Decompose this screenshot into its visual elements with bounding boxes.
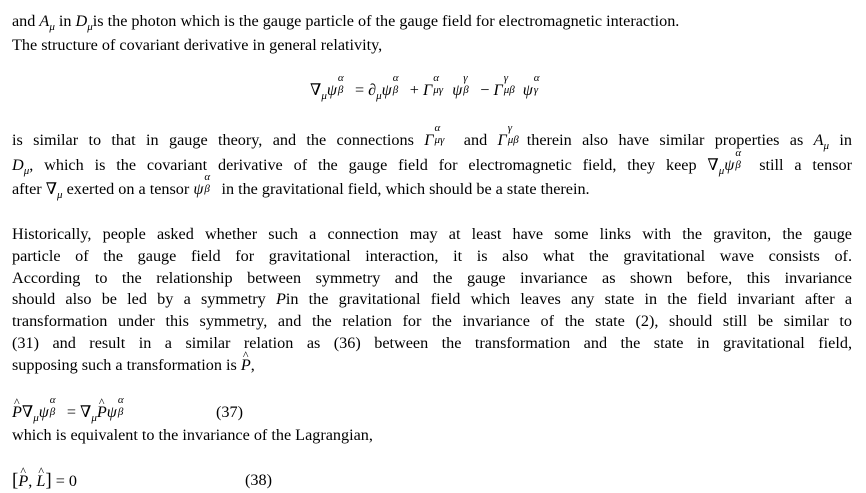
- math-psi: ψ α β: [193, 171, 211, 198]
- math-D-mu-2: $D_\mu$: [12, 156, 30, 177]
- equation-number-37: (37): [216, 403, 243, 421]
- text-line-3: [12, 122, 853, 152]
- text-fragment: ,: [250, 356, 255, 374]
- text-line-1: [12, 11, 679, 32]
- text-fragment: in the gravitational field which leaves any state in the field invariant after a: [285, 290, 852, 308]
- equals-sign: =: [62, 403, 81, 421]
- math-P: P: [275, 290, 286, 308]
- text-line-5: [12, 171, 590, 201]
- math-A-mu-2: $A_\mu$: [813, 131, 830, 152]
- equation-number-38: (38): [245, 471, 272, 489]
- equation-38: [^ P, ^ L] = 0: [12, 470, 77, 492]
- text-fragment: still a tensor: [748, 156, 852, 174]
- text-fragment: in: [829, 131, 853, 149]
- text-line-after-37: which is equivalent to the invariance of the Lagrangian,: [12, 426, 373, 444]
- text-line-p2-5: transformation under this symmetry, and the relation for the invariance of the state (2), should still be similar to: [12, 312, 852, 330]
- text-line-p2-4: [12, 289, 852, 310]
- math-nabla-mu: $\nabla_\mu$: [45, 180, 63, 201]
- equation-37: ^ $P\nabla_\mu\psi$ α β = $\nabla_\mu\^{}$ Pψ α β: [12, 402, 131, 423]
- text-fragment: should also be led by a symmetry: [12, 290, 276, 308]
- math-gamma-2: Γ γ μβ: [497, 122, 519, 149]
- math-gamma-1: Γ α μγ: [424, 122, 445, 149]
- text-line-4: [12, 147, 852, 177]
- text-fragment: in the gravitational field, which should be a state therein.: [217, 180, 590, 198]
- text-line-p2-2: particle of the gauge field for gravitational interaction, it is also what the gravitational wave consists of.: [12, 247, 852, 265]
- math-P-hat: ^ P: [241, 355, 251, 376]
- text-fragment: and: [12, 12, 40, 30]
- text-line-p2-3: According to the relationship between symmetry and the gauge invariance as shown before, this invariance: [12, 269, 852, 287]
- text-fragment: is similar to that in gauge theory, and the connections: [12, 131, 425, 149]
- math-D-mu: $D_\mu$: [75, 12, 93, 33]
- equation-38-rhs: = 0: [55, 472, 77, 490]
- math-nabla-psi: $\nabla_\mu\psi$ α β: [707, 147, 742, 177]
- text-fragment: , which is the covariant derivative of the gauge field for electromagnetic field, they keep: [29, 156, 708, 174]
- text-fragment: exerted on a tensor: [62, 180, 194, 198]
- text-fragment: is the photon which is the gauge particle of the gauge field for electromagnetic interaction.: [92, 12, 680, 30]
- text-fragment: supposing such a transformation is: [12, 356, 241, 374]
- text-fragment: in: [54, 12, 76, 30]
- text-line-p2-6: (31) and result in a similar relation as (36) between the transformation and the state in gravitational field,: [12, 334, 852, 352]
- text-fragment: after: [12, 180, 46, 198]
- math-A-mu: $A_\mu$: [39, 12, 55, 33]
- text-line-2: The structure of covariant derivative in general relativity,: [12, 36, 383, 54]
- text-fragment: therein also have similar properties as: [526, 131, 814, 149]
- text-line-p2-7: [12, 355, 255, 376]
- equation-covariant-derivative: $\nabla_\mu\psi$ α β = $\partial_\mu\psi$ α β + Γ α μγ ψ γ β − Γ γ μβ ψ α γ: [310, 72, 540, 102]
- text-line-p2-1: Historically, people asked whether such a connection may at least have some links with the graviton, the gauge: [12, 225, 852, 243]
- text-fragment: and: [453, 131, 498, 149]
